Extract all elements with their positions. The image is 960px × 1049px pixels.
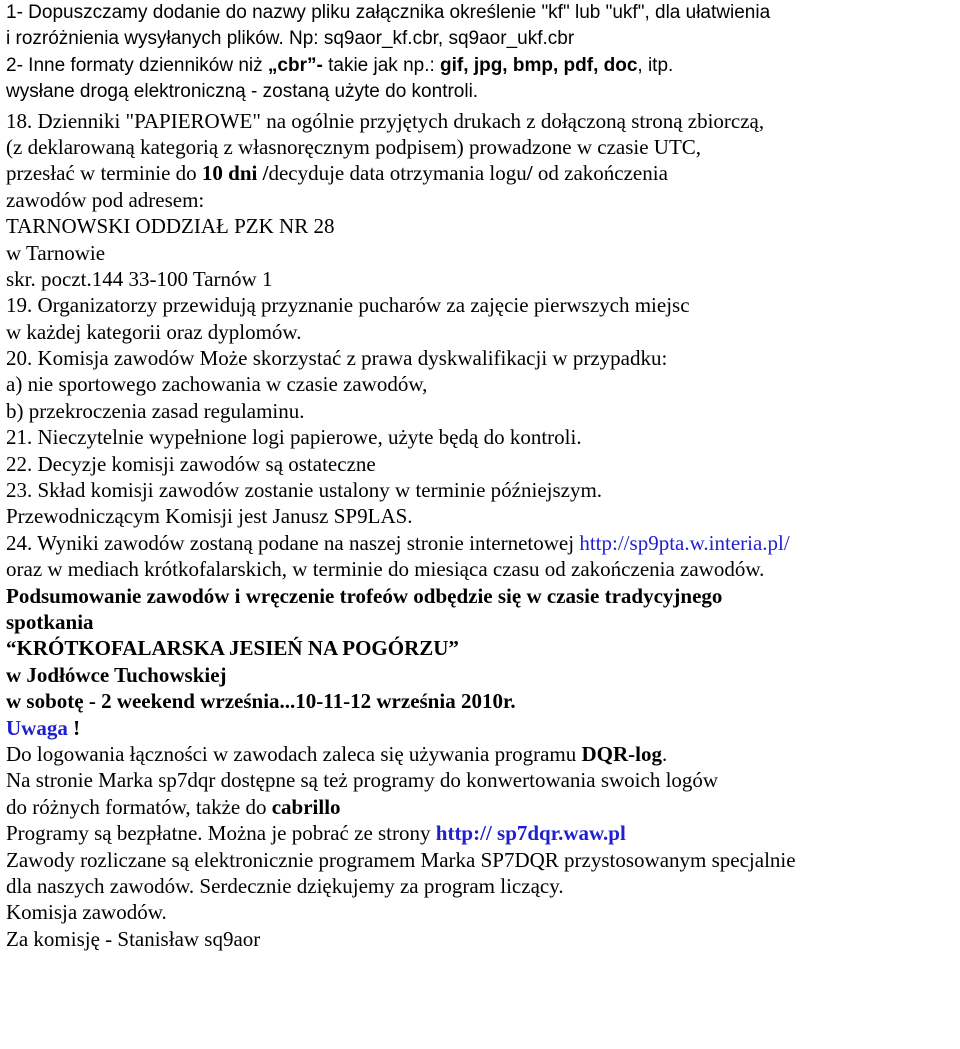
point-18-line-2 bbox=[6, 134, 960, 160]
format-list: gif, jpg, bmp, pdf, doc bbox=[440, 54, 638, 76]
program-name: DQR-log bbox=[581, 741, 663, 766]
note-title bbox=[6, 715, 960, 741]
point-22 bbox=[6, 451, 960, 477]
point-18-text: zawodów pod adresem: bbox=[6, 187, 205, 212]
signature-line bbox=[6, 926, 960, 952]
point-18-text: (z deklarowaną kategorią z własnoręcznym podpisem) prowadzone w czasie UTC, bbox=[6, 134, 702, 159]
event-title-text: “KRÓTKOFALARSKA JESIEŃ NA POGÓRZU” bbox=[6, 636, 459, 661]
event-title bbox=[6, 635, 960, 661]
note-line-3 bbox=[6, 794, 960, 820]
point-21 bbox=[6, 424, 960, 450]
point-18-text: decyduje data otrzymania logu bbox=[268, 161, 527, 186]
note-text: Programy są bezpłatne. Można je pobrać ze strony bbox=[6, 821, 436, 846]
point-20-line-3 bbox=[6, 398, 960, 424]
intro-line-1 bbox=[6, 0, 960, 26]
note-line-5 bbox=[6, 847, 960, 873]
point-20-line-1 bbox=[6, 345, 960, 371]
address-line-2 bbox=[6, 240, 960, 266]
address-line-1 bbox=[6, 213, 960, 239]
note-line-2 bbox=[6, 767, 960, 793]
slash: / bbox=[526, 161, 533, 186]
point-18-text: przesłać w terminie do bbox=[6, 161, 202, 186]
intro-text: takie jak np.: bbox=[328, 54, 441, 76]
point-18-line-3 bbox=[6, 160, 960, 186]
note-title-text: Uwaga bbox=[6, 715, 74, 740]
note-text: Zawody rozliczane są elektronicznie programem Marka SP7DQR przystosowanym specjalnie bbox=[6, 847, 796, 872]
intro-text: 2- Inne formaty dzienników niż bbox=[6, 54, 268, 76]
point-18-text: od zakończenia bbox=[532, 161, 668, 186]
address-text: skr. poczt.144 33-100 Tarnów 1 bbox=[6, 266, 273, 291]
point-23-line-2 bbox=[6, 503, 960, 529]
note-line-6 bbox=[6, 873, 960, 899]
note-text: Do logowania łączności w zawodach zaleca się używania programu bbox=[6, 741, 582, 766]
address-text: w Tarnowie bbox=[6, 240, 106, 265]
event-location bbox=[6, 662, 960, 688]
intro-line-4 bbox=[6, 79, 960, 105]
intro-text: wysłane drogą elektroniczną - zostaną użyte do kontroli. bbox=[6, 81, 479, 103]
summary-line-2 bbox=[6, 609, 960, 635]
intro-text: i rozróżnienia wysyłanych plików. Np: sq9aor_kf.cbr, sq9aor_ukf.cbr bbox=[6, 28, 575, 50]
deadline-days: 10 dni / bbox=[201, 161, 269, 186]
note-title-mark: ! bbox=[73, 715, 81, 740]
address-text: TARNOWSKI ODDZIAŁ PZK NR 28 bbox=[6, 214, 335, 239]
intro-text: , itp. bbox=[637, 54, 674, 76]
point-22-text: 22. Decyzje komisji zawodów są ostateczne bbox=[6, 451, 376, 476]
note-text: dla naszych zawodów. Serdecznie dziękujemy za program liczący. bbox=[6, 873, 564, 898]
point-19-line-2 bbox=[6, 319, 960, 345]
point-20-text: a) nie sportowego zachowania w czasie zawodów, bbox=[6, 372, 428, 397]
summary-text: Podsumowanie zawodów i wręczenie trofeów odbędzie się w czasie tradycyjnego bbox=[6, 583, 723, 608]
point-18-text: 18. Dzienniki "PAPIEROWE" na ogólnie przyjętych drukach z dołączoną stroną zbiorczą, bbox=[6, 108, 765, 133]
point-24-line-1 bbox=[6, 530, 960, 556]
point-23-text: Przewodniczącym Komisji jest Janusz SP9LAS. bbox=[6, 504, 413, 529]
intro-text: 1- Dopuszczamy dodanie do nazwy pliku załącznika określenie "kf" lub "ukf", dla ułatwienia bbox=[6, 2, 771, 23]
note-line-4 bbox=[6, 820, 960, 846]
point-20-text: b) przekroczenia zasad regulaminu. bbox=[6, 398, 305, 423]
point-20-text: 20. Komisja zawodów Może skorzystać z prawa dyskwalifikacji w przypadku: bbox=[6, 346, 668, 371]
cabrillo-format: cabrillo bbox=[271, 794, 341, 819]
point-24-text: 24. Wyniki zawodów zostaną podane na naszej stronie internetowej bbox=[6, 530, 580, 555]
point-21-text: 21. Nieczytelnie wypełnione logi papierowe, użyte będą do kontroli. bbox=[6, 425, 582, 450]
note-line-7 bbox=[6, 899, 960, 925]
point-18-line-1 bbox=[6, 108, 960, 134]
note-text: Komisja zawodów. bbox=[6, 900, 167, 925]
point-18-line-4 bbox=[6, 187, 960, 213]
format-cbr: „cbr”- bbox=[267, 54, 329, 76]
point-19-line-1 bbox=[6, 292, 960, 318]
point-24-line-2 bbox=[6, 556, 960, 582]
signature-text: Za komisję - Stanisław sq9aor bbox=[6, 926, 261, 951]
event-date-text: w sobotę - 2 weekend września...10-11-12 września 2010r. bbox=[6, 689, 516, 714]
point-19-text: 19. Organizatorzy przewidują przyznanie pucharów za zajęcie pierwszych miejsc bbox=[6, 293, 690, 318]
website-link[interactable]: http://sp9pta.w.interia.pl/ bbox=[579, 530, 790, 555]
note-text: Na stronie Marka sp7dqr dostępne są też programy do konwertowania swoich logów bbox=[6, 768, 719, 793]
point-20-line-2 bbox=[6, 371, 960, 397]
intro-line-2 bbox=[6, 26, 960, 52]
intro-line-3 bbox=[6, 53, 960, 79]
download-link[interactable]: http:// sp7dqr.waw.pl bbox=[435, 821, 626, 846]
point-24-text: oraz w mediach krótkofalarskich, w terminie do miesiąca czasu od zakończenia zawodów. bbox=[6, 557, 765, 582]
summary-text: spotkania bbox=[6, 609, 94, 634]
event-location-text: w Jodłówce Tuchowskiej bbox=[6, 662, 227, 687]
event-date bbox=[6, 688, 960, 714]
note-line-1 bbox=[6, 741, 960, 767]
point-23-text: 23. Skład komisji zawodów zostanie ustalony w terminie późniejszym. bbox=[6, 478, 603, 503]
summary-line-1 bbox=[6, 583, 960, 609]
point-19-text: w każdej kategorii oraz dyplomów. bbox=[6, 319, 302, 344]
address-line-3 bbox=[6, 266, 960, 292]
note-text: . bbox=[662, 741, 668, 766]
point-23-line-1 bbox=[6, 477, 960, 503]
note-text: do różnych formatów, także do bbox=[6, 794, 272, 819]
